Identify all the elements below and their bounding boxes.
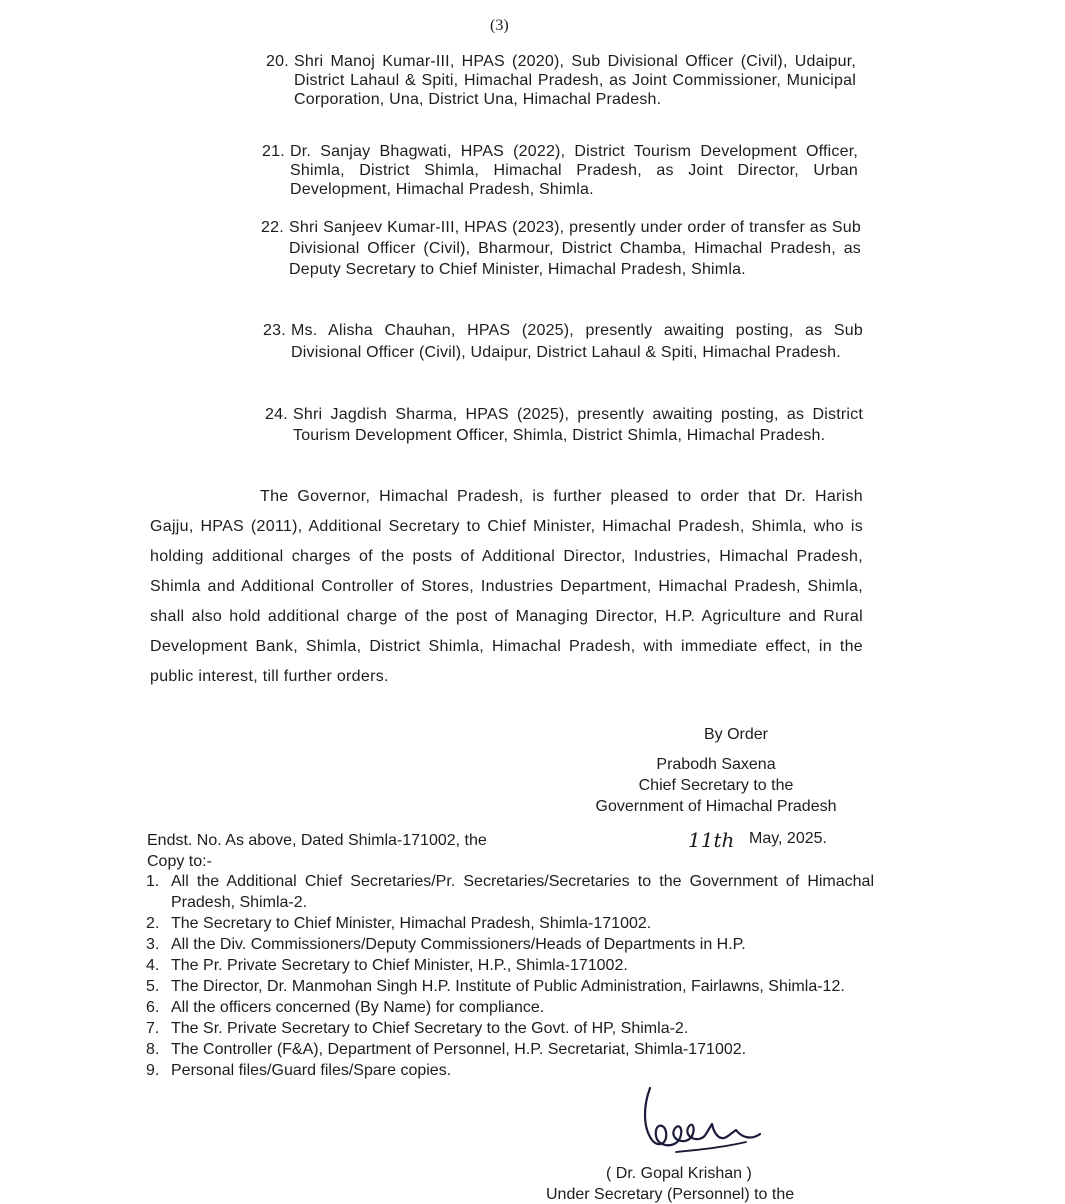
list-item: 6. All the officers concerned (By Name) for compliance. xyxy=(146,999,545,1016)
handwritten-signature xyxy=(636,1082,766,1172)
signatory-designation-line-1: Chief Secretary to the xyxy=(638,777,794,794)
handwritten-date: 11th xyxy=(688,828,735,852)
posting-item-22 xyxy=(261,217,861,280)
signatory-name: Prabodh Saxena xyxy=(656,756,776,773)
posting-item-23 xyxy=(263,320,863,364)
signature-block xyxy=(560,724,872,817)
list-item: 2. The Secretary to Chief Minister, Himachal Pradesh, Shimla-171002. xyxy=(146,915,652,932)
page-number: (3) xyxy=(490,17,509,34)
posting-number: 20. xyxy=(266,53,289,70)
list-item: 8. The Controller (F&A), Department of Personnel, H.P. Secretariat, Shimla-171002. xyxy=(146,1041,747,1058)
posting-text: Dr. Sanjay Bhagwati, HPAS (2022), District Tourism Development Officer, Shimla, District Shimla, Himachal Pradesh, as Joint Director, Urban Development, Himachal Pradesh, Shimla. xyxy=(290,143,858,198)
governor-order-paragraph xyxy=(150,482,863,692)
posting-number: 21. xyxy=(262,143,285,160)
bottom-signatory-designation: Under Secretary (Personnel) to the xyxy=(546,1186,795,1203)
copy-list xyxy=(146,871,874,1081)
posting-text: Shri Jagdish Sharma, HPAS (2025), presently awaiting posting, as District Tourism Development Officer, Shimla, District Shimla, Himachal Pradesh. xyxy=(293,406,863,444)
list-item: 4. The Pr. Private Secretary to Chief Minister, H.P., Shimla-171002. xyxy=(146,957,628,974)
list-item: 3. All the Div. Commissioners/Deputy Commissioners/Heads of Departments in H.P. xyxy=(146,936,746,953)
signatory-designation-line-2: Government of Himachal Pradesh xyxy=(595,798,837,815)
posting-item-20 xyxy=(266,52,856,109)
endorsement-text: Endst. No. As above, Dated Shimla-171002, the xyxy=(147,832,487,849)
list-item: 1. All the Additional Chief Secretaries/Pr. Secretaries/Secretaries to the Government of Himachal Pradesh, Shimla-2. xyxy=(146,873,874,911)
list-item: 5. The Director, Dr. Manmohan Singh H.P. Institute of Public Administration, Fairlawns, Shimla-12. xyxy=(146,978,845,995)
posting-text: Shri Manoj Kumar-III, HPAS (2020), Sub Divisional Officer (Civil), Udaipur, District Lahaul & Spiti, Himachal Pradesh, as Joint Commissioner, Municipal Corporation, Una, District Una, Himachal Pradesh. xyxy=(294,53,856,108)
posting-item-21 xyxy=(262,142,858,199)
posting-number: 22. xyxy=(261,219,284,236)
governor-order-text: The Governor, Himachal Pradesh, is further pleased to order that Dr. Harish Gajju, HPAS (2011), Additional Secretary to Chief Minister, Himachal Pradesh, Shimla, who is holding additional charges of the posts of Additional Director, Industries, Himachal Pradesh, Shimla and Additional Controller of Stores, Industries Department, Himachal Pradesh, Shimla, shall also hold additional charge of the post of Managing Director, H.P. Agriculture and Rural Development Bank, Shimla, District Shimla, Himachal Pradesh, with immediate effect, in the public interest, till further orders. xyxy=(150,488,863,685)
posting-text: Ms. Alisha Chauhan, HPAS (2025), presently awaiting posting, as Sub Divisional Officer (Civil), Udaipur, District Lahaul & Spiti, Himachal Pradesh. xyxy=(291,322,863,361)
list-item: 7. The Sr. Private Secretary to Chief Secretary to the Govt. of HP, Shimla-2. xyxy=(146,1020,689,1037)
posting-number: 23. xyxy=(263,322,286,339)
copy-to-label: Copy to:- xyxy=(147,853,212,870)
by-order-label: By Order xyxy=(703,726,768,743)
posting-text: Shri Sanjeev Kumar-III, HPAS (2023), presently under order of transfer as Sub Divisional Officer (Civil), Bharmour, District Chamba, Himachal Pradesh, as Deputy Secretary to Chief Minister, Himachal Pradesh, Shimla. xyxy=(289,219,861,278)
list-item: 9. Personal files/Guard files/Spare copies. xyxy=(146,1062,452,1079)
bottom-signatory-name: ( Dr. Gopal Krishan ) xyxy=(606,1165,752,1182)
posting-number: 24. xyxy=(265,406,288,423)
endorsement-date-suffix: May, 2025. xyxy=(749,830,827,847)
posting-item-24 xyxy=(265,404,863,446)
